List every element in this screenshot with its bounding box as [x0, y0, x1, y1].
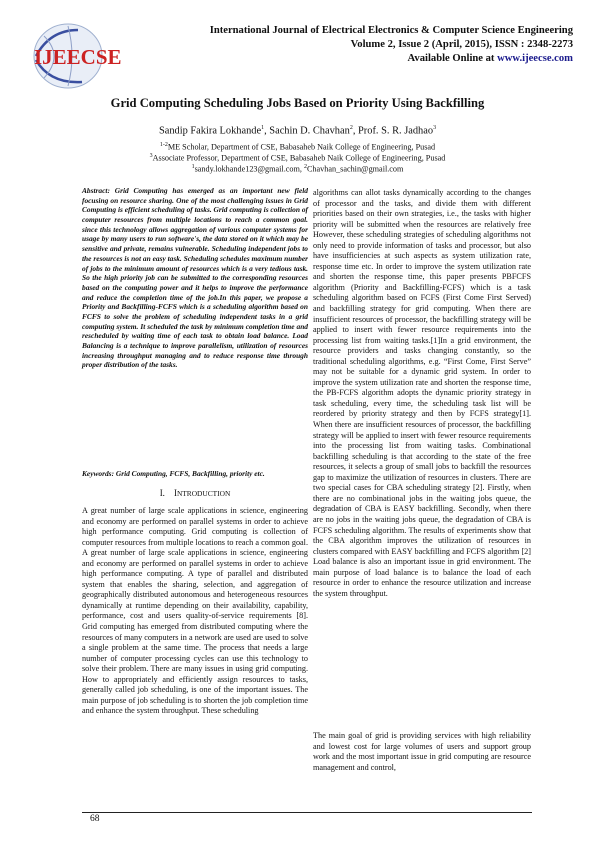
affiliation-1: $^{1-2}$ME Scholar, Department of CSE, Babasaheb Naik College of Engineering, Pusad	[159, 142, 436, 152]
abstract: Abstract: Grid Computing has emerged as an important new field focusing on resource sharing. One of the most challenging issues in Grid Computing is efficient scheduling of tasks. Grid computing is collection of computer resources from multiple locations to reach a common goal. since this technology allows aggregation of various computer systems for usage by many users to run software's, the data stored on it which may be sensitive and private, remains vulnerable. Scheduling independent jobs to the resources is not an easy task. Scheduling schedules maximum number of jobs to the minimum amount of resources which is a very tedious task. So the high priority job can be submitted to the corresponding resources based on the computing power and it helps to improve the performance and reduce the completion time of the job.In this paper, we propose a Priority and Backfilling-FCFS which is a scheduling algorithm based on FCFS to solve the problem of scheduling independent tasks in a grid computing system. It scheduled the task by minimum completion time and rescheduled by waiting time of each task to obtain load balance. Load Balancing is a technique to improve parallelism, utilization of resources increasing throughput managing and to reduce response time through proper distribution of the tasks.	[82, 186, 308, 370]
page-number: 68	[90, 814, 100, 824]
author-name: Sachin D. Chavhan	[269, 125, 350, 137]
paper-title: Grid Computing Scheduling Jobs Based on Priority Using Backfilling	[110, 96, 485, 110]
keywords: Keywords: Grid Computing, FCFS, Backfilling, priority etc.	[82, 469, 265, 478]
journal-header	[193, 24, 573, 66]
email-link[interactable]: sandy.lokhande123@gmail.com,	[194, 164, 304, 174]
intro-paragraph: A great number of large scale applications in science, engineering and economy are performed on parallel systems in order to achieve high performance computing. Grid computing is collection of computer resources from multiple locations to reach a common goal. A great number of large scale applications in science, engineering and economy are performed on parallel systems in order to achieve high performance computing. A type of parallel and distributed system that enables the sharing, selection, and aggregation of geographically distributed autonomous and heterogeneous resources dynamically at runtime depending on their availability, capability, performance, cost and users quality-of-service requirements [8]. Grid computing has emerged from distributed computing where the resources of many computers in a network are used are used to solve a single problem at the same time. The process that needs a large number of computer processing cycles can use this technology to solve their problem. There are many issues in using grid computing. How to appropriately and efficiently assign resources to tasks, generally called job scheduling, is one of the important issues. The main purpose of job scheduling is to shorten the job completion time and enhance the system throughput. These scheduling	[82, 506, 308, 716]
footer-rule	[82, 812, 532, 813]
journal-online: Available Online at www.ijeecse.com	[407, 53, 573, 64]
body-paragraph: The main goal of grid is providing services with high reliability and lowest cost for large volumes of users and support group work and the most important issue in grid computing are resource management and control,	[313, 731, 531, 772]
author-name: Sandip Fakira Lokhande	[158, 125, 262, 137]
author-emails: $^1$sandy.lokhande123@gmail.com, $^2$Chavhan_sachin@gmail.com	[191, 164, 404, 174]
journal-url-link[interactable]: www.ijeecse.com	[497, 53, 573, 64]
affiliation-2: $^3$Associate Professor, Department of CSE, Babasaheb Naik College of Engineering, Pusad	[149, 153, 446, 163]
email-link[interactable]: Chavhan_sachin@gmail.com	[306, 164, 404, 174]
section-heading: I. INTRODUCTION	[159, 488, 231, 498]
ijeecse-logo	[30, 22, 168, 90]
journal-name: International Journal of Electrical Electronics & Computer Science Engineering	[209, 25, 573, 36]
author-name: Prof. S. R. Jadhao	[358, 125, 434, 137]
author-list: Sandip Fakira Lokhande$^1$, Sachin D. Chavhan$^2$, Prof. S. R. Jadhao$^3$	[158, 125, 437, 137]
journal-volume: Volume 2, Issue 2 (April, 2015), ISSN : 2348-2273	[350, 39, 573, 50]
body-paragraph: algorithms can allot tasks dynamically according to the changes of processor and the tasks, and divide them with different priorities based on their own strategies, i.e., the tasks with higher priority will be submitted when the resources are relatively free However, these scheduling strategies of scheduling algorithms not only need to provide information of tasks and processor, but also have insufficiencies at such aspects as system utilization rate, response time etc. In order to improve the system utilization rate and shorten the response time, this paper presents PBFCFS algorithm (Priority and Backfilling-FCFS) which is a task scheduling algorithm based on FCFS (First Come First Served) and backfilling strategy for grid computing. When there are insufficient resources of processor, the backfilling strategy will be applied to insert with fewer resource requirements into the processing list from waiting tasks.[1]In a grid environment, the resource providers and tasks changing constantly, so the traditional scheduling algorithms, e.g. “First Come, First Serve” may not be suitable for a dynamic grid system. In order to improve the system utilization rate and shorten the response time, the PB-FCFS algorithm adopts the dynamic priority strategy in task scheduling, every time, the scheduling task list will be reordered by priority strategy and then by FCFS strategy[1]. When there are insufficient resources of processor, the backfilling strategy will be applied to insert with fewer resource requirements into the processing list from waiting tasks. Combinational backfilling scheduling is that according to the state of the free resources, it selects a group of small jobs to backfill the resources gap to maximize the utilization of resources in clusters. There are two special cases for CBA scheduling strategy [2]. Firstly, when there are no combinational jobs in the waiting jobs queue, the degradation of CBA is EASY backfilling. Secondly, when there are no jobs in the waiting jobs queue, the degradation of CBA is FCFS scheduling algorithm. The results of experiments show that the CBA algorithm improves the utilization of resources in clusters compared with EASY backfilling and FCFS algorithm [2] Load balance is also an important issue in grid environment. The main purpose of load balance is to balance the load of each resource in order to enhance the resource utilization and increase the system throughput.	[313, 188, 531, 598]
svg-text:IJEECSE: IJEECSE	[34, 45, 122, 69]
